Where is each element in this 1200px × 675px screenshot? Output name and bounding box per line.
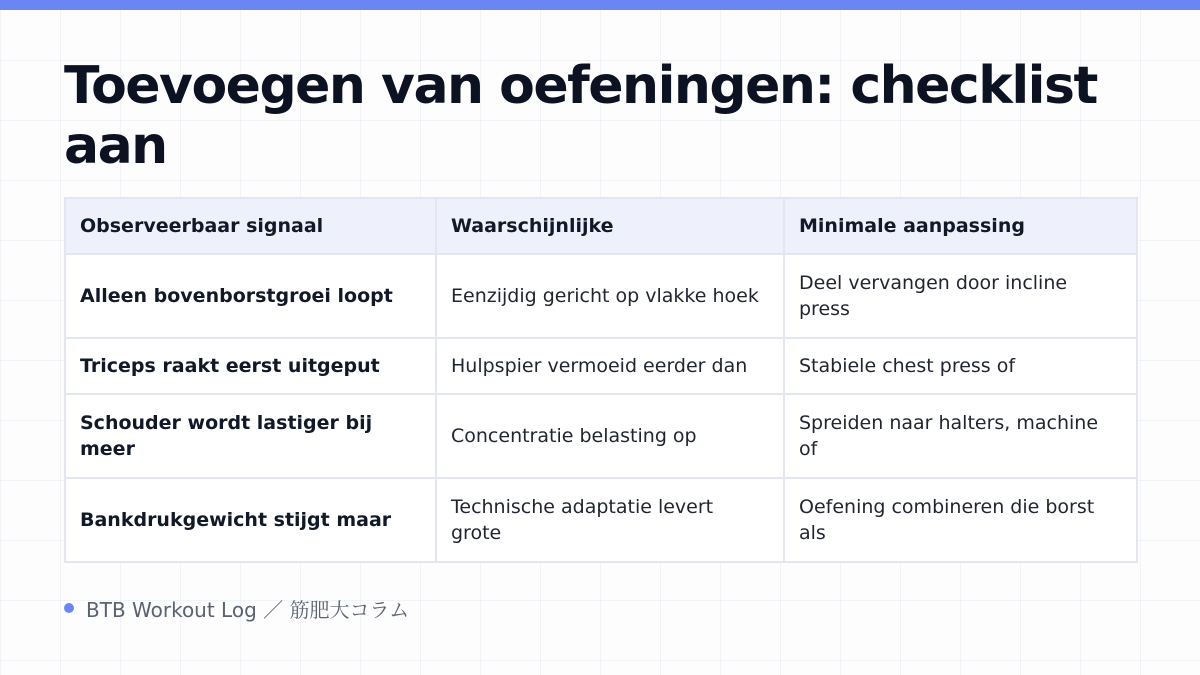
cause-cell: Hulpspier vermoeid eerder dan xyxy=(436,338,784,394)
cause-cell: Eenzijdig gericht op vlakke hoek xyxy=(436,254,784,338)
adjustment-cell: Deel vervangen door incline press xyxy=(784,254,1137,338)
adjustment-cell: Stabiele chest press of xyxy=(784,338,1137,394)
signal-cell: Triceps raakt eerst uitgeput xyxy=(65,338,436,394)
column-header-adjustment: Minimale aanpassing xyxy=(784,198,1137,254)
table-row xyxy=(65,478,1137,562)
table-row xyxy=(65,338,1137,394)
cause-cell: Technische adaptatie levert grote xyxy=(436,478,784,562)
footer xyxy=(64,594,409,622)
column-header-cause: Waarschijnlijke xyxy=(436,198,784,254)
table-row xyxy=(65,394,1137,478)
dot-icon xyxy=(64,603,74,613)
top-accent-bar xyxy=(0,0,1200,10)
column-header-signal: Observeerbaar signaal xyxy=(65,198,436,254)
signal-cell: Bankdrukgewicht stijgt maar xyxy=(65,478,436,562)
checklist-table xyxy=(64,197,1138,563)
adjustment-cell: Spreiden naar halters, machine of xyxy=(784,394,1137,478)
table-header-row xyxy=(65,198,1137,254)
page-title: Toevoegen van oefeningen: checklist aan xyxy=(64,56,1097,176)
footer-label: BTB Workout Log ／ 筋肥大コラム xyxy=(86,597,410,622)
signal-cell: Schouder wordt lastiger bij meer xyxy=(65,394,436,478)
adjustment-cell: Oefening combineren die borst als xyxy=(784,478,1137,562)
cause-cell: Concentratie belasting op xyxy=(436,394,784,478)
table-row xyxy=(65,254,1137,338)
signal-cell: Alleen bovenborstgroei loopt xyxy=(65,254,436,338)
